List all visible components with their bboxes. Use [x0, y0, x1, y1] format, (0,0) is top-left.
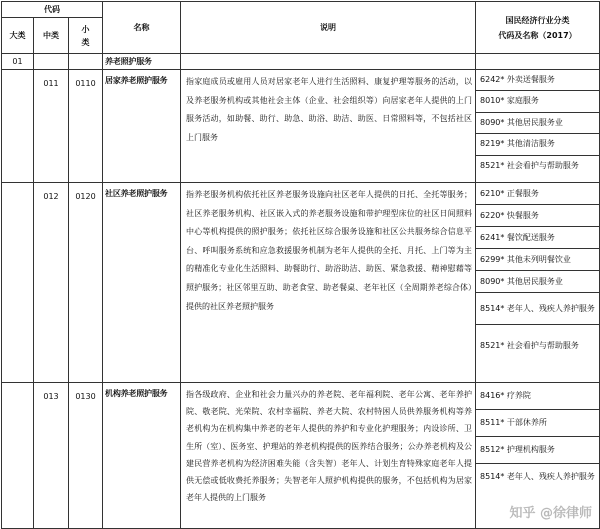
- industry-class-item: 8219* 其他清洁服务: [476, 134, 599, 155]
- industry-class-item: 8416* 疗养院: [476, 383, 599, 410]
- industry-class-item: 8090* 其他居民服务业: [476, 271, 599, 293]
- middle-code: 011: [34, 70, 69, 183]
- item-description: 指各级政府、企业和社会力量兴办的养老院、老年福利院、老年公寓、老年养护院、敬老院、光荣院、农村幸福院、养老大院、农村特困人员供养服务机构等养老机构为在机构集中养老的老年人提供的养护和专业化护理服务；内设诊所、卫生所（室）、医务室、护理站的养老机构提供的医养结合服务；公办养老机构及公建民营养老机构为经济困难失能（含失智）老年人、计划生育特殊家庭老年人提供无偿或低收费托养服务；失智老年人照护机构提供的服务，不包括机构为居家老年人提供的上门服务: [181, 383, 476, 529]
- header-major: 大类: [2, 18, 34, 54]
- minor-code: 0120: [69, 183, 103, 383]
- header-description: 说明: [181, 2, 476, 54]
- header-industry: [476, 2, 600, 54]
- zhihu-watermark: 知乎 @徐律师: [509, 506, 592, 521]
- industry-class-item: 8521* 社会看护与帮助服务: [480, 160, 579, 170]
- minor-code: 0130: [69, 383, 103, 529]
- industry-class-item: 6242* 外卖送餐服务: [476, 70, 599, 91]
- industry-classes: [476, 183, 600, 383]
- minor-code: 0110: [69, 70, 103, 183]
- middle-code: 013: [34, 383, 69, 529]
- industry-class-item: 8511* 干部休养所: [476, 410, 599, 437]
- item-name: 机构养老照护服务: [103, 383, 181, 529]
- table-row-community: [2, 183, 600, 383]
- section-row: [2, 54, 600, 70]
- industry-class-item: 6210* 正餐服务: [476, 183, 599, 205]
- header-industry-line2: 代码及名称（2017）: [498, 30, 577, 40]
- header-minor: 小类: [69, 18, 103, 54]
- header-middle: 中类: [34, 18, 69, 54]
- industry-class-item: 6241* 餐饮配送服务: [476, 227, 599, 249]
- header-industry-line1: 国民经济行业分类: [505, 15, 570, 25]
- header-row-1: [2, 2, 600, 18]
- item-name: 居家养老照护服务: [103, 70, 181, 183]
- industry-class-item: 6299* 其他未列明餐饮业: [476, 249, 599, 271]
- item-description: 指家庭成员或雇用人员对居家老年人进行生活照料、康复护理等服务的活动，以及养老服务机构或其他社会主体（企业、社会组织等）向居家老年人提供的上门服务活动，如助餐、助行、助急、助浴、助洁、助医、日常照料等，不包括社区上门服务: [181, 70, 476, 183]
- section-name: 养老照护服务: [103, 54, 181, 70]
- section-major-code: 01: [2, 54, 34, 70]
- middle-code: 012: [34, 183, 69, 383]
- industry-class-item: 8514* 老年人、残疾人养护服务: [480, 472, 595, 481]
- industry-class-item: 8514* 老年人、残疾人养护服务: [476, 293, 599, 325]
- industry-class-item: 6220* 快餐服务: [476, 205, 599, 227]
- industry-classes: [476, 70, 600, 183]
- industry-class-item: 8521* 社会看护与帮助服务: [480, 341, 579, 350]
- industry-class-item: 8090* 其他居民服务业: [476, 113, 599, 134]
- industry-class-item: 8512* 护理机构服务: [476, 437, 599, 464]
- header-code: 代码: [2, 2, 103, 18]
- industry-class-item: 8010* 家庭服务: [476, 91, 599, 112]
- classification-table: [1, 1, 600, 529]
- item-name: 社区养老照护服务: [103, 183, 181, 383]
- header-name: 名称: [103, 2, 181, 54]
- item-description: 指养老服务机构依托社区养老服务设施向社区老年人提供的日托、全托等服务；社区养老服务机构、社区嵌入式的养老服务设施和带护理型床位的社区日间照料中心等机构提供的照护服务；依托社区综合服务设施和社区公共服务综合信息平台、呼叫服务系统和应急救援服务机制为老年人提供的全托、月托、上门等为主的精准化专业化生活照料、助餐助行、助浴助洁、助医、紧急救援、精神慰藉等照护服务；社区邻里互助、助老食堂、助老餐桌、老年社区（全周期养老综合体）提供的社区养老照护服务: [181, 183, 476, 383]
- table-row-home: [2, 70, 600, 183]
